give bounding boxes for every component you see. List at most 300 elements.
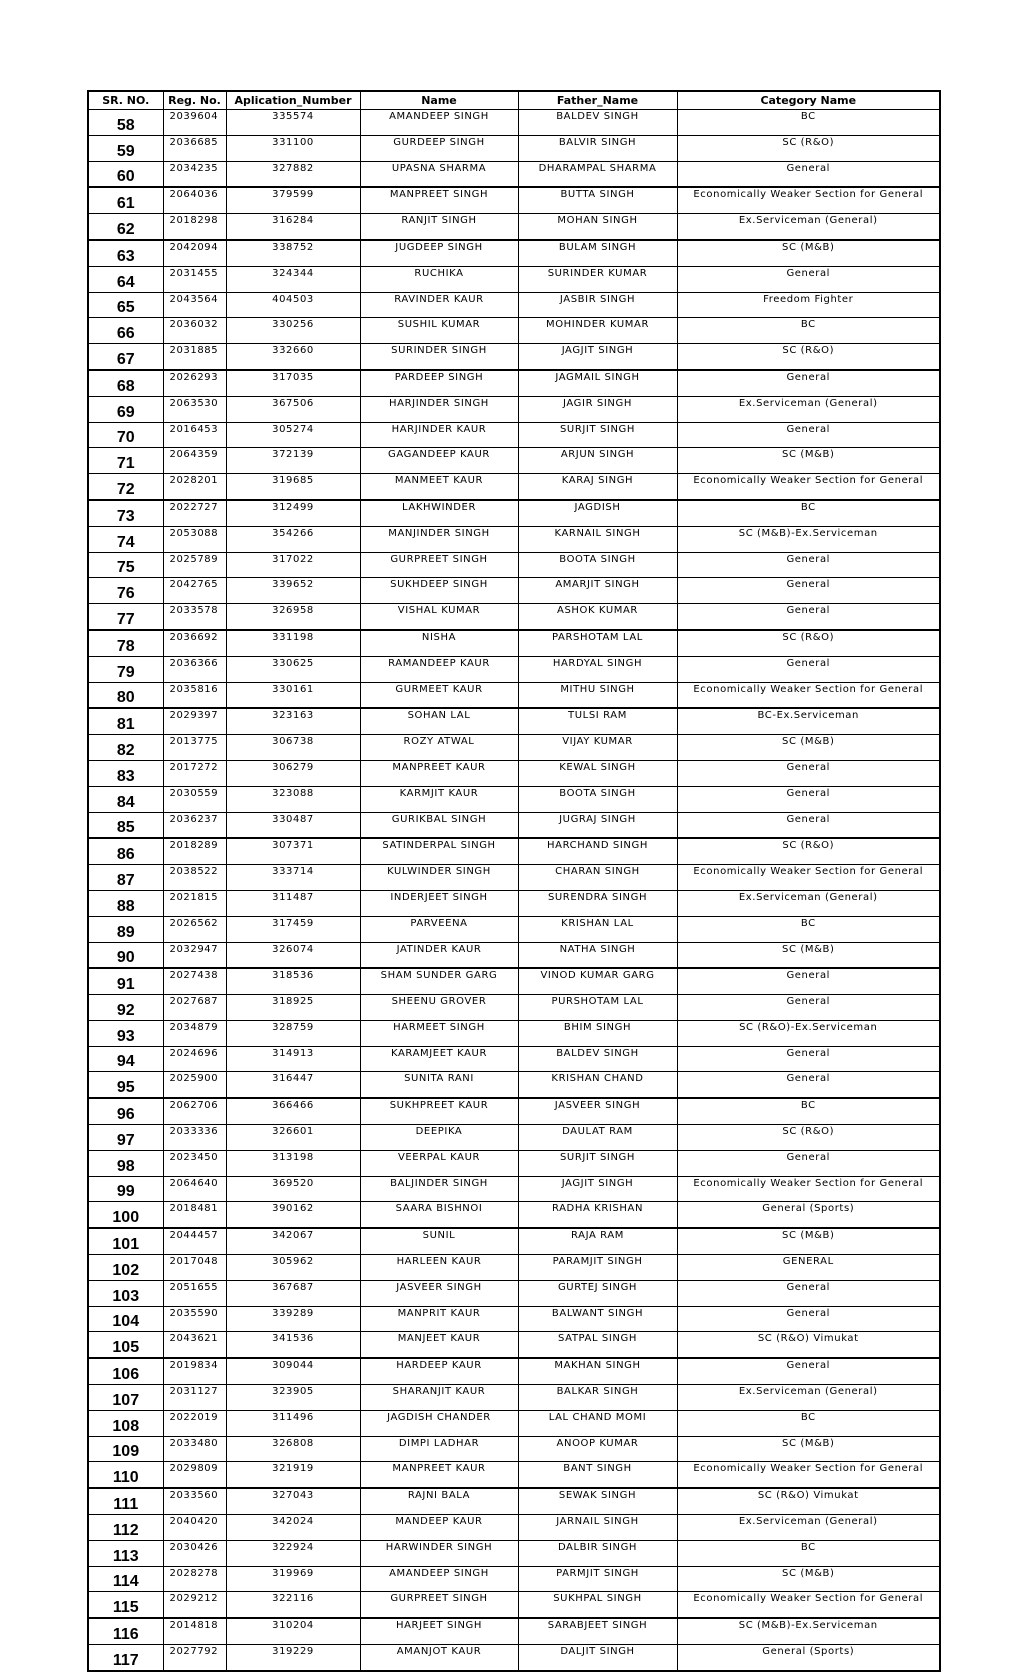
- cell-name: SUNITA RANI: [360, 1072, 518, 1098]
- cell-category-name: SC (R&O): [677, 344, 940, 370]
- cell-reg-no: 2018289: [163, 838, 226, 864]
- table-row: [88, 135, 940, 161]
- cell-category-name: Ex.Serviceman (General): [677, 1515, 940, 1541]
- table-row: [88, 1540, 940, 1566]
- cell-application-number: 305962: [226, 1255, 360, 1281]
- table-row: [88, 1228, 940, 1254]
- cell-sr-no: 100: [88, 1202, 163, 1228]
- cell-reg-no: 2014818: [163, 1618, 226, 1644]
- cell-category-name: SC (M&B): [677, 448, 940, 474]
- cell-sr-no: 107: [88, 1385, 163, 1411]
- cell-category-name: General: [677, 656, 940, 682]
- cell-name: SHEENU GROVER: [360, 995, 518, 1021]
- cell-sr-no: 95: [88, 1072, 163, 1098]
- cell-application-number: 313198: [226, 1150, 360, 1176]
- cell-category-name: BC: [677, 1410, 940, 1436]
- header-application-number: Aplication_Number: [226, 91, 360, 110]
- table-row: [88, 526, 940, 552]
- cell-sr-no: 81: [88, 708, 163, 734]
- cell-application-number: 319229: [226, 1645, 360, 1671]
- cell-father-name: BOOTA SINGH: [518, 552, 677, 578]
- header-category-name: Category Name: [677, 91, 940, 110]
- cell-name: HARWINDER SINGH: [360, 1540, 518, 1566]
- cell-sr-no: 96: [88, 1098, 163, 1124]
- cell-name: RAVINDER KAUR: [360, 292, 518, 318]
- cell-application-number: 404503: [226, 292, 360, 318]
- cell-name: GURPREET SINGH: [360, 552, 518, 578]
- cell-father-name: DAULAT RAM: [518, 1125, 677, 1151]
- cell-sr-no: 60: [88, 161, 163, 187]
- cell-reg-no: 2031127: [163, 1385, 226, 1411]
- cell-father-name: JARNAIL SINGH: [518, 1515, 677, 1541]
- cell-application-number: 306738: [226, 735, 360, 761]
- table-row: [88, 995, 940, 1021]
- cell-category-name: SC (M&B)-Ex.Serviceman: [677, 1618, 940, 1644]
- table-row: [88, 240, 940, 266]
- cell-father-name: BANT SINGH: [518, 1462, 677, 1488]
- cell-father-name: JAGDISH: [518, 500, 677, 526]
- cell-sr-no: 76: [88, 578, 163, 604]
- cell-application-number: 367687: [226, 1280, 360, 1306]
- cell-application-number: 317035: [226, 370, 360, 396]
- cell-name: NISHA: [360, 630, 518, 656]
- cell-name: JASVEER SINGH: [360, 1280, 518, 1306]
- cell-category-name: General: [677, 760, 940, 786]
- cell-father-name: MOHAN SINGH: [518, 214, 677, 240]
- cell-father-name: KRISHAN CHAND: [518, 1072, 677, 1098]
- table-row: [88, 500, 940, 526]
- cell-reg-no: 2028278: [163, 1566, 226, 1592]
- cell-father-name: HARCHAND SINGH: [518, 838, 677, 864]
- cell-father-name: GURTEJ SINGH: [518, 1280, 677, 1306]
- cell-sr-no: 70: [88, 422, 163, 448]
- cell-reg-no: 2036692: [163, 630, 226, 656]
- cell-category-name: General (Sports): [677, 1645, 940, 1671]
- table-row: [88, 448, 940, 474]
- table-row: [88, 422, 940, 448]
- cell-reg-no: 2027792: [163, 1645, 226, 1671]
- table-row: [88, 838, 940, 864]
- table-row: [88, 161, 940, 187]
- cell-application-number: 331100: [226, 135, 360, 161]
- cell-name: AMANDEEP SINGH: [360, 110, 518, 136]
- cell-father-name: PARSHOTAM LAL: [518, 630, 677, 656]
- cell-application-number: 317022: [226, 552, 360, 578]
- cell-reg-no: 2021815: [163, 890, 226, 916]
- table-row: [88, 968, 940, 994]
- cell-category-name: SC (R&O)-Ex.Serviceman: [677, 1020, 940, 1046]
- cell-category-name: Ex.Serviceman (General): [677, 890, 940, 916]
- cell-father-name: KRISHAN LAL: [518, 916, 677, 942]
- cell-category-name: SC (R&O): [677, 838, 940, 864]
- table-row: [88, 1436, 940, 1462]
- table-row: [88, 1592, 940, 1618]
- cell-category-name: General: [677, 370, 940, 396]
- cell-sr-no: 92: [88, 995, 163, 1021]
- cell-reg-no: 2026293: [163, 370, 226, 396]
- cell-name: UPASNA SHARMA: [360, 161, 518, 187]
- cell-application-number: 321919: [226, 1462, 360, 1488]
- cell-sr-no: 80: [88, 682, 163, 708]
- cell-category-name: General: [677, 1358, 940, 1384]
- cell-father-name: DHARAMPAL SHARMA: [518, 161, 677, 187]
- cell-application-number: 335574: [226, 110, 360, 136]
- cell-application-number: 307371: [226, 838, 360, 864]
- cell-sr-no: 86: [88, 838, 163, 864]
- cell-category-name: SC (R&O): [677, 630, 940, 656]
- cell-father-name: AMARJIT SINGH: [518, 578, 677, 604]
- cell-name: DEEPIKA: [360, 1125, 518, 1151]
- cell-application-number: 323905: [226, 1385, 360, 1411]
- cell-reg-no: 2024696: [163, 1046, 226, 1072]
- table-row: [88, 318, 940, 344]
- cell-application-number: 316284: [226, 214, 360, 240]
- cell-name: GURMEET KAUR: [360, 682, 518, 708]
- cell-sr-no: 110: [88, 1462, 163, 1488]
- table-row: [88, 1202, 940, 1228]
- table-row: [88, 1645, 940, 1671]
- cell-father-name: LAL CHAND MOMI: [518, 1410, 677, 1436]
- cell-category-name: General: [677, 1072, 940, 1098]
- cell-father-name: KARAJ SINGH: [518, 474, 677, 500]
- cell-reg-no: 2029809: [163, 1462, 226, 1488]
- table-row: [88, 942, 940, 968]
- cell-application-number: 328759: [226, 1020, 360, 1046]
- cell-sr-no: 90: [88, 942, 163, 968]
- cell-application-number: 339652: [226, 578, 360, 604]
- cell-name: ROZY ATWAL: [360, 735, 518, 761]
- cell-father-name: BALDEV SINGH: [518, 110, 677, 136]
- cell-application-number: 342067: [226, 1228, 360, 1254]
- cell-category-name: General: [677, 1150, 940, 1176]
- cell-sr-no: 78: [88, 630, 163, 656]
- cell-reg-no: 2036366: [163, 656, 226, 682]
- table-row: [88, 890, 940, 916]
- cell-category-name: General: [677, 266, 940, 292]
- cell-name: AMANDEEP SINGH: [360, 1566, 518, 1592]
- cell-application-number: 330161: [226, 682, 360, 708]
- cell-reg-no: 2053088: [163, 526, 226, 552]
- cell-application-number: 339289: [226, 1306, 360, 1332]
- cell-category-name: SC (R&O): [677, 135, 940, 161]
- cell-father-name: SURJIT SINGH: [518, 422, 677, 448]
- cell-reg-no: 2042765: [163, 578, 226, 604]
- cell-father-name: HARDYAL SINGH: [518, 656, 677, 682]
- cell-reg-no: 2017272: [163, 760, 226, 786]
- cell-name: MANJEET KAUR: [360, 1332, 518, 1358]
- cell-name: HARJINDER SINGH: [360, 396, 518, 422]
- cell-reg-no: 2036685: [163, 135, 226, 161]
- cell-sr-no: 82: [88, 735, 163, 761]
- cell-sr-no: 109: [88, 1436, 163, 1462]
- header-reg-no: Reg. No.: [163, 91, 226, 110]
- cell-reg-no: 2026562: [163, 916, 226, 942]
- cell-category-name: SC (M&B)-Ex.Serviceman: [677, 526, 940, 552]
- cell-father-name: CHARAN SINGH: [518, 865, 677, 891]
- cell-sr-no: 91: [88, 968, 163, 994]
- cell-name: MANPREET SINGH: [360, 187, 518, 213]
- cell-father-name: BHIM SINGH: [518, 1020, 677, 1046]
- cell-application-number: 390162: [226, 1202, 360, 1228]
- cell-category-name: SC (M&B): [677, 1566, 940, 1592]
- cell-application-number: 342024: [226, 1515, 360, 1541]
- cell-name: GAGANDEEP KAUR: [360, 448, 518, 474]
- cell-father-name: RADHA KRISHAN: [518, 1202, 677, 1228]
- cell-father-name: PARAMJIT SINGH: [518, 1255, 677, 1281]
- cell-name: RAMANDEEP KAUR: [360, 656, 518, 682]
- cell-father-name: MOHINDER KUMAR: [518, 318, 677, 344]
- cell-reg-no: 2027438: [163, 968, 226, 994]
- cell-category-name: BC: [677, 318, 940, 344]
- header-name: Name: [360, 91, 518, 110]
- cell-sr-no: 108: [88, 1410, 163, 1436]
- cell-reg-no: 2035590: [163, 1306, 226, 1332]
- cell-father-name: VIJAY KUMAR: [518, 735, 677, 761]
- table-row: [88, 1125, 940, 1151]
- cell-reg-no: 2025900: [163, 1072, 226, 1098]
- table-row: [88, 292, 940, 318]
- cell-name: DIMPI LADHAR: [360, 1436, 518, 1462]
- cell-father-name: PARMJIT SINGH: [518, 1566, 677, 1592]
- cell-name: KULWINDER SINGH: [360, 865, 518, 891]
- cell-category-name: General: [677, 1046, 940, 1072]
- cell-application-number: 306279: [226, 760, 360, 786]
- table-row: [88, 187, 940, 213]
- header-sr-no: SR. NO.: [88, 91, 163, 110]
- table-row: [88, 1462, 940, 1488]
- cell-sr-no: 89: [88, 916, 163, 942]
- cell-reg-no: 2018298: [163, 214, 226, 240]
- cell-reg-no: 2027687: [163, 995, 226, 1021]
- cell-application-number: 326601: [226, 1125, 360, 1151]
- cell-sr-no: 68: [88, 370, 163, 396]
- cell-name: VEERPAL KAUR: [360, 1150, 518, 1176]
- cell-reg-no: 2036237: [163, 812, 226, 838]
- cell-sr-no: 116: [88, 1618, 163, 1644]
- cell-father-name: SURINDER KUMAR: [518, 266, 677, 292]
- cell-name: MANJINDER SINGH: [360, 526, 518, 552]
- cell-reg-no: 2036032: [163, 318, 226, 344]
- cell-application-number: 330625: [226, 656, 360, 682]
- cell-name: MANPREET KAUR: [360, 760, 518, 786]
- cell-name: JATINDER KAUR: [360, 942, 518, 968]
- cell-application-number: 326958: [226, 604, 360, 630]
- cell-reg-no: 2064036: [163, 187, 226, 213]
- cell-sr-no: 97: [88, 1125, 163, 1151]
- cell-sr-no: 111: [88, 1488, 163, 1514]
- cell-category-name: General: [677, 968, 940, 994]
- cell-sr-no: 65: [88, 292, 163, 318]
- cell-application-number: 372139: [226, 448, 360, 474]
- cell-application-number: 369520: [226, 1176, 360, 1202]
- cell-reg-no: 2062706: [163, 1098, 226, 1124]
- cell-name: SUSHIL KUMAR: [360, 318, 518, 344]
- cell-reg-no: 2030559: [163, 786, 226, 812]
- cell-category-name: SC (M&B): [677, 1436, 940, 1462]
- cell-category-name: SC (M&B): [677, 240, 940, 266]
- cell-sr-no: 77: [88, 604, 163, 630]
- cell-name: SHARANJIT KAUR: [360, 1385, 518, 1411]
- cell-application-number: 312499: [226, 500, 360, 526]
- cell-father-name: SUKHPAL SINGH: [518, 1592, 677, 1618]
- cell-category-name: Ex.Serviceman (General): [677, 214, 940, 240]
- cell-reg-no: 2033336: [163, 1125, 226, 1151]
- cell-reg-no: 2022727: [163, 500, 226, 526]
- table-row: [88, 760, 940, 786]
- cell-sr-no: 88: [88, 890, 163, 916]
- cell-application-number: 316447: [226, 1072, 360, 1098]
- table-body: [88, 110, 940, 1671]
- cell-father-name: VINOD KUMAR GARG: [518, 968, 677, 994]
- cell-category-name: General: [677, 1306, 940, 1332]
- cell-father-name: NATHA SINGH: [518, 942, 677, 968]
- cell-category-name: BC: [677, 916, 940, 942]
- cell-application-number: 366466: [226, 1098, 360, 1124]
- cell-sr-no: 102: [88, 1255, 163, 1281]
- cell-name: KARMJIT KAUR: [360, 786, 518, 812]
- cell-father-name: SEWAK SINGH: [518, 1488, 677, 1514]
- cell-application-number: 354266: [226, 526, 360, 552]
- cell-sr-no: 79: [88, 656, 163, 682]
- cell-name: HARMEET SINGH: [360, 1020, 518, 1046]
- cell-name: SUKHDEEP SINGH: [360, 578, 518, 604]
- table-row: [88, 552, 940, 578]
- cell-category-name: Economically Weaker Section for General: [677, 187, 940, 213]
- cell-reg-no: 2017048: [163, 1255, 226, 1281]
- cell-name: HARJEET SINGH: [360, 1618, 518, 1644]
- cell-father-name: MITHU SINGH: [518, 682, 677, 708]
- cell-father-name: KEWAL SINGH: [518, 760, 677, 786]
- cell-application-number: 311487: [226, 890, 360, 916]
- cell-application-number: 318536: [226, 968, 360, 994]
- cell-name: SURINDER SINGH: [360, 344, 518, 370]
- header-father-name: Father_Name: [518, 91, 677, 110]
- cell-category-name: Freedom Fighter: [677, 292, 940, 318]
- cell-name: RUCHIKA: [360, 266, 518, 292]
- cell-sr-no: 63: [88, 240, 163, 266]
- cell-application-number: 323163: [226, 708, 360, 734]
- cell-category-name: BC: [677, 110, 940, 136]
- cell-reg-no: 2034235: [163, 161, 226, 187]
- table-row: [88, 916, 940, 942]
- cell-application-number: 318925: [226, 995, 360, 1021]
- cell-application-number: 322116: [226, 1592, 360, 1618]
- cell-sr-no: 112: [88, 1515, 163, 1541]
- table-row: [88, 344, 940, 370]
- cell-category-name: Economically Weaker Section for General: [677, 474, 940, 500]
- cell-reg-no: 2040420: [163, 1515, 226, 1541]
- cell-father-name: DALBIR SINGH: [518, 1540, 677, 1566]
- cell-sr-no: 67: [88, 344, 163, 370]
- cell-sr-no: 87: [88, 865, 163, 891]
- cell-application-number: 333714: [226, 865, 360, 891]
- cell-name: KARAMJEET KAUR: [360, 1046, 518, 1072]
- cell-application-number: 330487: [226, 812, 360, 838]
- table-row: [88, 1280, 940, 1306]
- cell-application-number: 338752: [226, 240, 360, 266]
- cell-category-name: SC (R&O) Vimukat: [677, 1332, 940, 1358]
- cell-reg-no: 2039604: [163, 110, 226, 136]
- table-row: [88, 656, 940, 682]
- cell-category-name: Economically Weaker Section for General: [677, 1462, 940, 1488]
- cell-sr-no: 98: [88, 1150, 163, 1176]
- table-row: [88, 214, 940, 240]
- table-row: [88, 1072, 940, 1098]
- table-row: [88, 266, 940, 292]
- cell-name: JUGDEEP SINGH: [360, 240, 518, 266]
- cell-father-name: BUTTA SINGH: [518, 187, 677, 213]
- cell-category-name: BC: [677, 1098, 940, 1124]
- table-row: [88, 630, 940, 656]
- table-row: [88, 604, 940, 630]
- cell-father-name: BALKAR SINGH: [518, 1385, 677, 1411]
- table-row: [88, 370, 940, 396]
- cell-sr-no: 61: [88, 187, 163, 213]
- table-row: [88, 1515, 940, 1541]
- cell-name: RANJIT SINGH: [360, 214, 518, 240]
- cell-father-name: BULAM SINGH: [518, 240, 677, 266]
- cell-name: GURPREET SINGH: [360, 1592, 518, 1618]
- cell-reg-no: 2044457: [163, 1228, 226, 1254]
- cell-name: RAJNI BALA: [360, 1488, 518, 1514]
- cell-sr-no: 69: [88, 396, 163, 422]
- cell-sr-no: 73: [88, 500, 163, 526]
- cell-application-number: 323088: [226, 786, 360, 812]
- cell-application-number: 310204: [226, 1618, 360, 1644]
- table-row: [88, 708, 940, 734]
- cell-reg-no: 2033480: [163, 1436, 226, 1462]
- cell-application-number: 341536: [226, 1332, 360, 1358]
- cell-sr-no: 114: [88, 1566, 163, 1592]
- cell-sr-no: 106: [88, 1358, 163, 1384]
- cell-father-name: ASHOK KUMAR: [518, 604, 677, 630]
- table-row: [88, 1618, 940, 1644]
- cell-sr-no: 101: [88, 1228, 163, 1254]
- cell-category-name: SC (M&B): [677, 735, 940, 761]
- table-row: [88, 474, 940, 500]
- cell-category-name: BC: [677, 1540, 940, 1566]
- cell-reg-no: 2029397: [163, 708, 226, 734]
- cell-reg-no: 2016453: [163, 422, 226, 448]
- cell-father-name: KARNAIL SINGH: [518, 526, 677, 552]
- table-row: [88, 1150, 940, 1176]
- cell-sr-no: 58: [88, 110, 163, 136]
- table-row: [88, 110, 940, 136]
- cell-category-name: Economically Weaker Section for General: [677, 865, 940, 891]
- table-row: [88, 1566, 940, 1592]
- cell-sr-no: 93: [88, 1020, 163, 1046]
- cell-name: MANMEET KAUR: [360, 474, 518, 500]
- cell-father-name: TULSI RAM: [518, 708, 677, 734]
- cell-father-name: BALDEV SINGH: [518, 1046, 677, 1072]
- candidate-list-table: [87, 90, 941, 1672]
- cell-application-number: 305274: [226, 422, 360, 448]
- cell-reg-no: 2042094: [163, 240, 226, 266]
- cell-reg-no: 2038522: [163, 865, 226, 891]
- cell-father-name: PURSHOTAM LAL: [518, 995, 677, 1021]
- cell-sr-no: 71: [88, 448, 163, 474]
- cell-reg-no: 2064640: [163, 1176, 226, 1202]
- cell-father-name: SURENDRA SINGH: [518, 890, 677, 916]
- cell-sr-no: 105: [88, 1332, 163, 1358]
- cell-sr-no: 94: [88, 1046, 163, 1072]
- cell-category-name: General: [677, 604, 940, 630]
- cell-sr-no: 117: [88, 1645, 163, 1671]
- cell-reg-no: 2051655: [163, 1280, 226, 1306]
- cell-father-name: MAKHAN SINGH: [518, 1358, 677, 1384]
- cell-name: BALJINDER SINGH: [360, 1176, 518, 1202]
- cell-sr-no: 83: [88, 760, 163, 786]
